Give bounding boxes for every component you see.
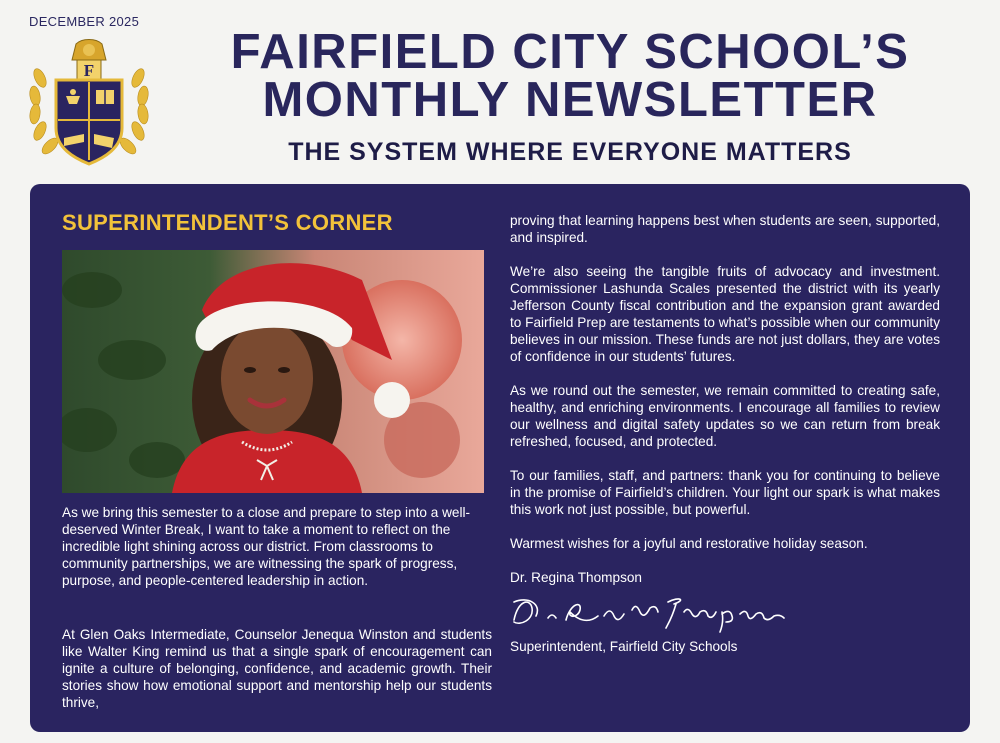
left-paragraph-1: As we bring this semester to a close and prepare to step into a well-deserved Winter Break, I want to take a moment to reflect on the incredible light shining across our district. From classrooms to community partnerships, we are witnessing the spark of progress, purpose, and people-centered leadership in action. <box>62 505 471 588</box>
signer-name: Dr. Regina Thompson <box>510 570 642 585</box>
closing-wishes: Warmest wishes for a joyful and restorative holiday season. <box>510 536 868 551</box>
right-paragraph-2: We’re also seeing the tangible fruits of advocacy and investment. Commissioner Lashunda Scales presented the district with its yearly Jefferson County fiscal contribution and the expansion grant awarded to Fairfield Prep are testaments to what’s possible when our community believes in our mission. These funds are not just dollars, they are votes of confidence in our students’ futures. <box>510 264 940 364</box>
signer-role: Superintendent, Fairfield City Schools <box>510 639 738 654</box>
section-heading: SUPERINTENDENT’S CORNER <box>62 210 393 235</box>
svg-text:F: F <box>83 61 95 80</box>
left-paragraph-2: At Glen Oaks Intermediate, Counselor Jenequa Winston and students like Walter King remind us that a single spark of encouragement can ignite a culture of belonging, confidence, and academic growth. Their stories show how emotional support and mentorship help our students thrive, <box>62 627 492 710</box>
right-paragraph-3: As we round out the semester, we remain committed to creating safe, healthy, and enriching environments. I encourage all families to review our wellness and digital safety updates so we can return from break refreshed, focused, and protected. <box>510 383 940 449</box>
right-paragraph-1: proving that learning happens best when students are seen, supported, and inspired. <box>510 213 940 245</box>
superintendent-photo <box>62 250 484 493</box>
newsletter-subtitle: THE SYSTEM WHERE EVERYONE MATTERS <box>288 138 852 166</box>
handwritten-signature <box>508 590 788 634</box>
newsletter-title <box>190 25 950 127</box>
right-column <box>510 212 940 672</box>
school-crest-icon <box>26 38 152 168</box>
right-paragraph-4: To our families, staff, and partners: thank you for continuing to believe in the promise of Fairfield’s children. Your light our spark is what makes this work not just possible, but powerful. <box>510 468 940 517</box>
title-line-2: MONTHLY NEWSLETTER <box>262 73 878 127</box>
title-line-1: FAIRFIELD CITY SCHOOL’S <box>230 25 910 79</box>
issue-date: DECEMBER 2025 <box>29 14 140 29</box>
superintendent-corner-panel <box>30 184 970 732</box>
